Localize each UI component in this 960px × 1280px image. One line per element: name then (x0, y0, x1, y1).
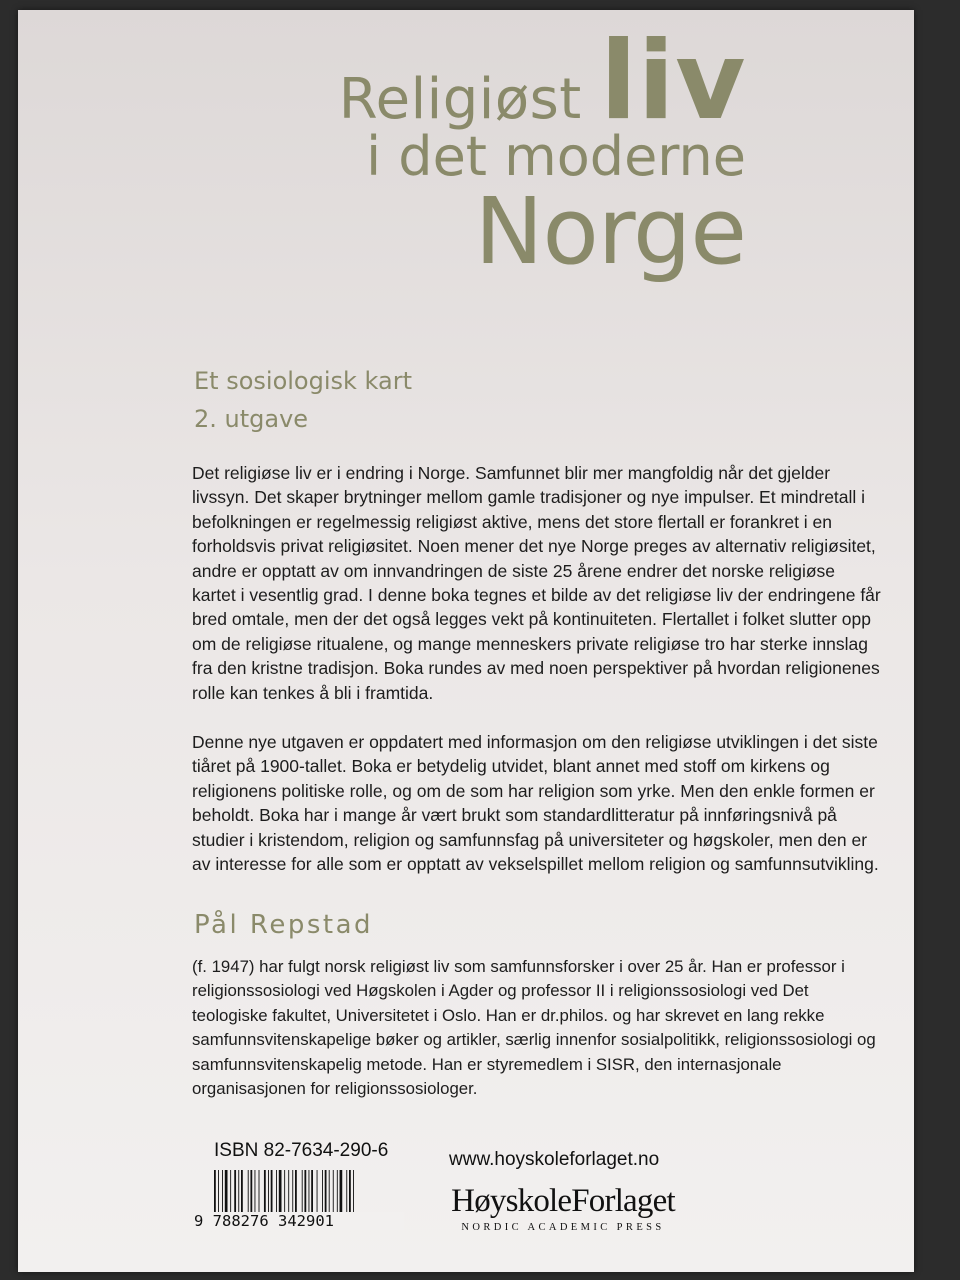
book-title (338, 19, 746, 285)
description-paragraph-2: Denne nye utgaven er oppdatert med informasjon om den religiøse utviklingen i det siste tiåret på 1900-tallet. Boka er betydelig utvidet, blant annet med stoff om kirkens og religionens politiske rolle, og om de som har religion som yrke. Men den enkle formen er beholdt. Boka har i mange år vært brukt som standardlitteratur på innføringsnivå på studier i kristendom, religion og samfunnsfag på universiteter og høgskoler, men den er av interesse for alle som er opptatt av vekselspillet mellom religion og samfunnsutvikling. (192, 732, 879, 875)
subtitle: Et sosiologisk kart (194, 367, 412, 395)
book-back-cover (18, 10, 914, 1272)
title-part-2: liv (600, 19, 746, 144)
barcode (194, 1170, 404, 1230)
author-name: Pål Repstad (194, 910, 374, 940)
publisher-name: HøyskoleForlaget (451, 1183, 675, 1219)
isbn-label: ISBN 82-7634-290-6 (214, 1140, 389, 1161)
publisher-website: www.hoyskoleforlaget.no (449, 1149, 660, 1170)
title-part-1: Religiøst (338, 67, 582, 132)
publisher-logo (436, 1185, 690, 1233)
edition: 2. utgave (194, 405, 309, 433)
title-line-2: i det moderne (366, 125, 746, 188)
subtitle-block (194, 362, 412, 438)
author-bio: (f. 1947) har fulgt norsk religiøst liv som samfunnsforsker i over 25 år. Han er professor i religionssosiologi ved Høgskolen i Agder og professor II i religionssosiologi ved Det teologiske fakultet, Universitetet i Oslo. Han er dr.philos. og har skrevet en lang rekke samfunnsvitenskapelige bøker og artikler, særlig innenfor sosialpolitikk, religionssosiologi og samfunnsvitenskapelig metode. Han er styremedlem i SISR, den internasjonale organisasjonen for religionssosiologer. (192, 957, 876, 1099)
barcode-digits: 9 788276 342901 (194, 1212, 404, 1230)
publisher-tagline: NORDIC ACADEMIC PRESS (461, 1222, 665, 1233)
barcode-bars-icon (214, 1170, 404, 1216)
title-line-1 (338, 19, 746, 144)
description-paragraph-1: Det religiøse liv er i endring i Norge. Samfunnet blir mer mangfoldig når det gjelder livssyn. Det skaper brytninger mellom gamle tradisjoner og nye impulser. Et mindretall i befolkningen er regelmessig religiøst aktive, mens det store flertall er forankret i en forholdsvis privat religiøsitet. Noen mener det nye Norge preges av alternativ religiøsitet, andre er opptatt av om innvandringen de siste 25 årene endrer det norske religiøse kartet i vesentlig grad. I denne boka tegnes et bilde av det religiøse liv der endringene får bred omtale, men der det også legges vekt på kontinuiteten. Flertallet i folket slutter opp om de religiøse ritualene, og mange menneskers private religiøse tro har sterke innslag fra den kristne tradisjon. Boka rundes av med noen perspektiver på hvordan religionenes rolle kan tenkes å bli i framtida. (192, 463, 881, 703)
title-line-3: Norge (474, 178, 746, 285)
